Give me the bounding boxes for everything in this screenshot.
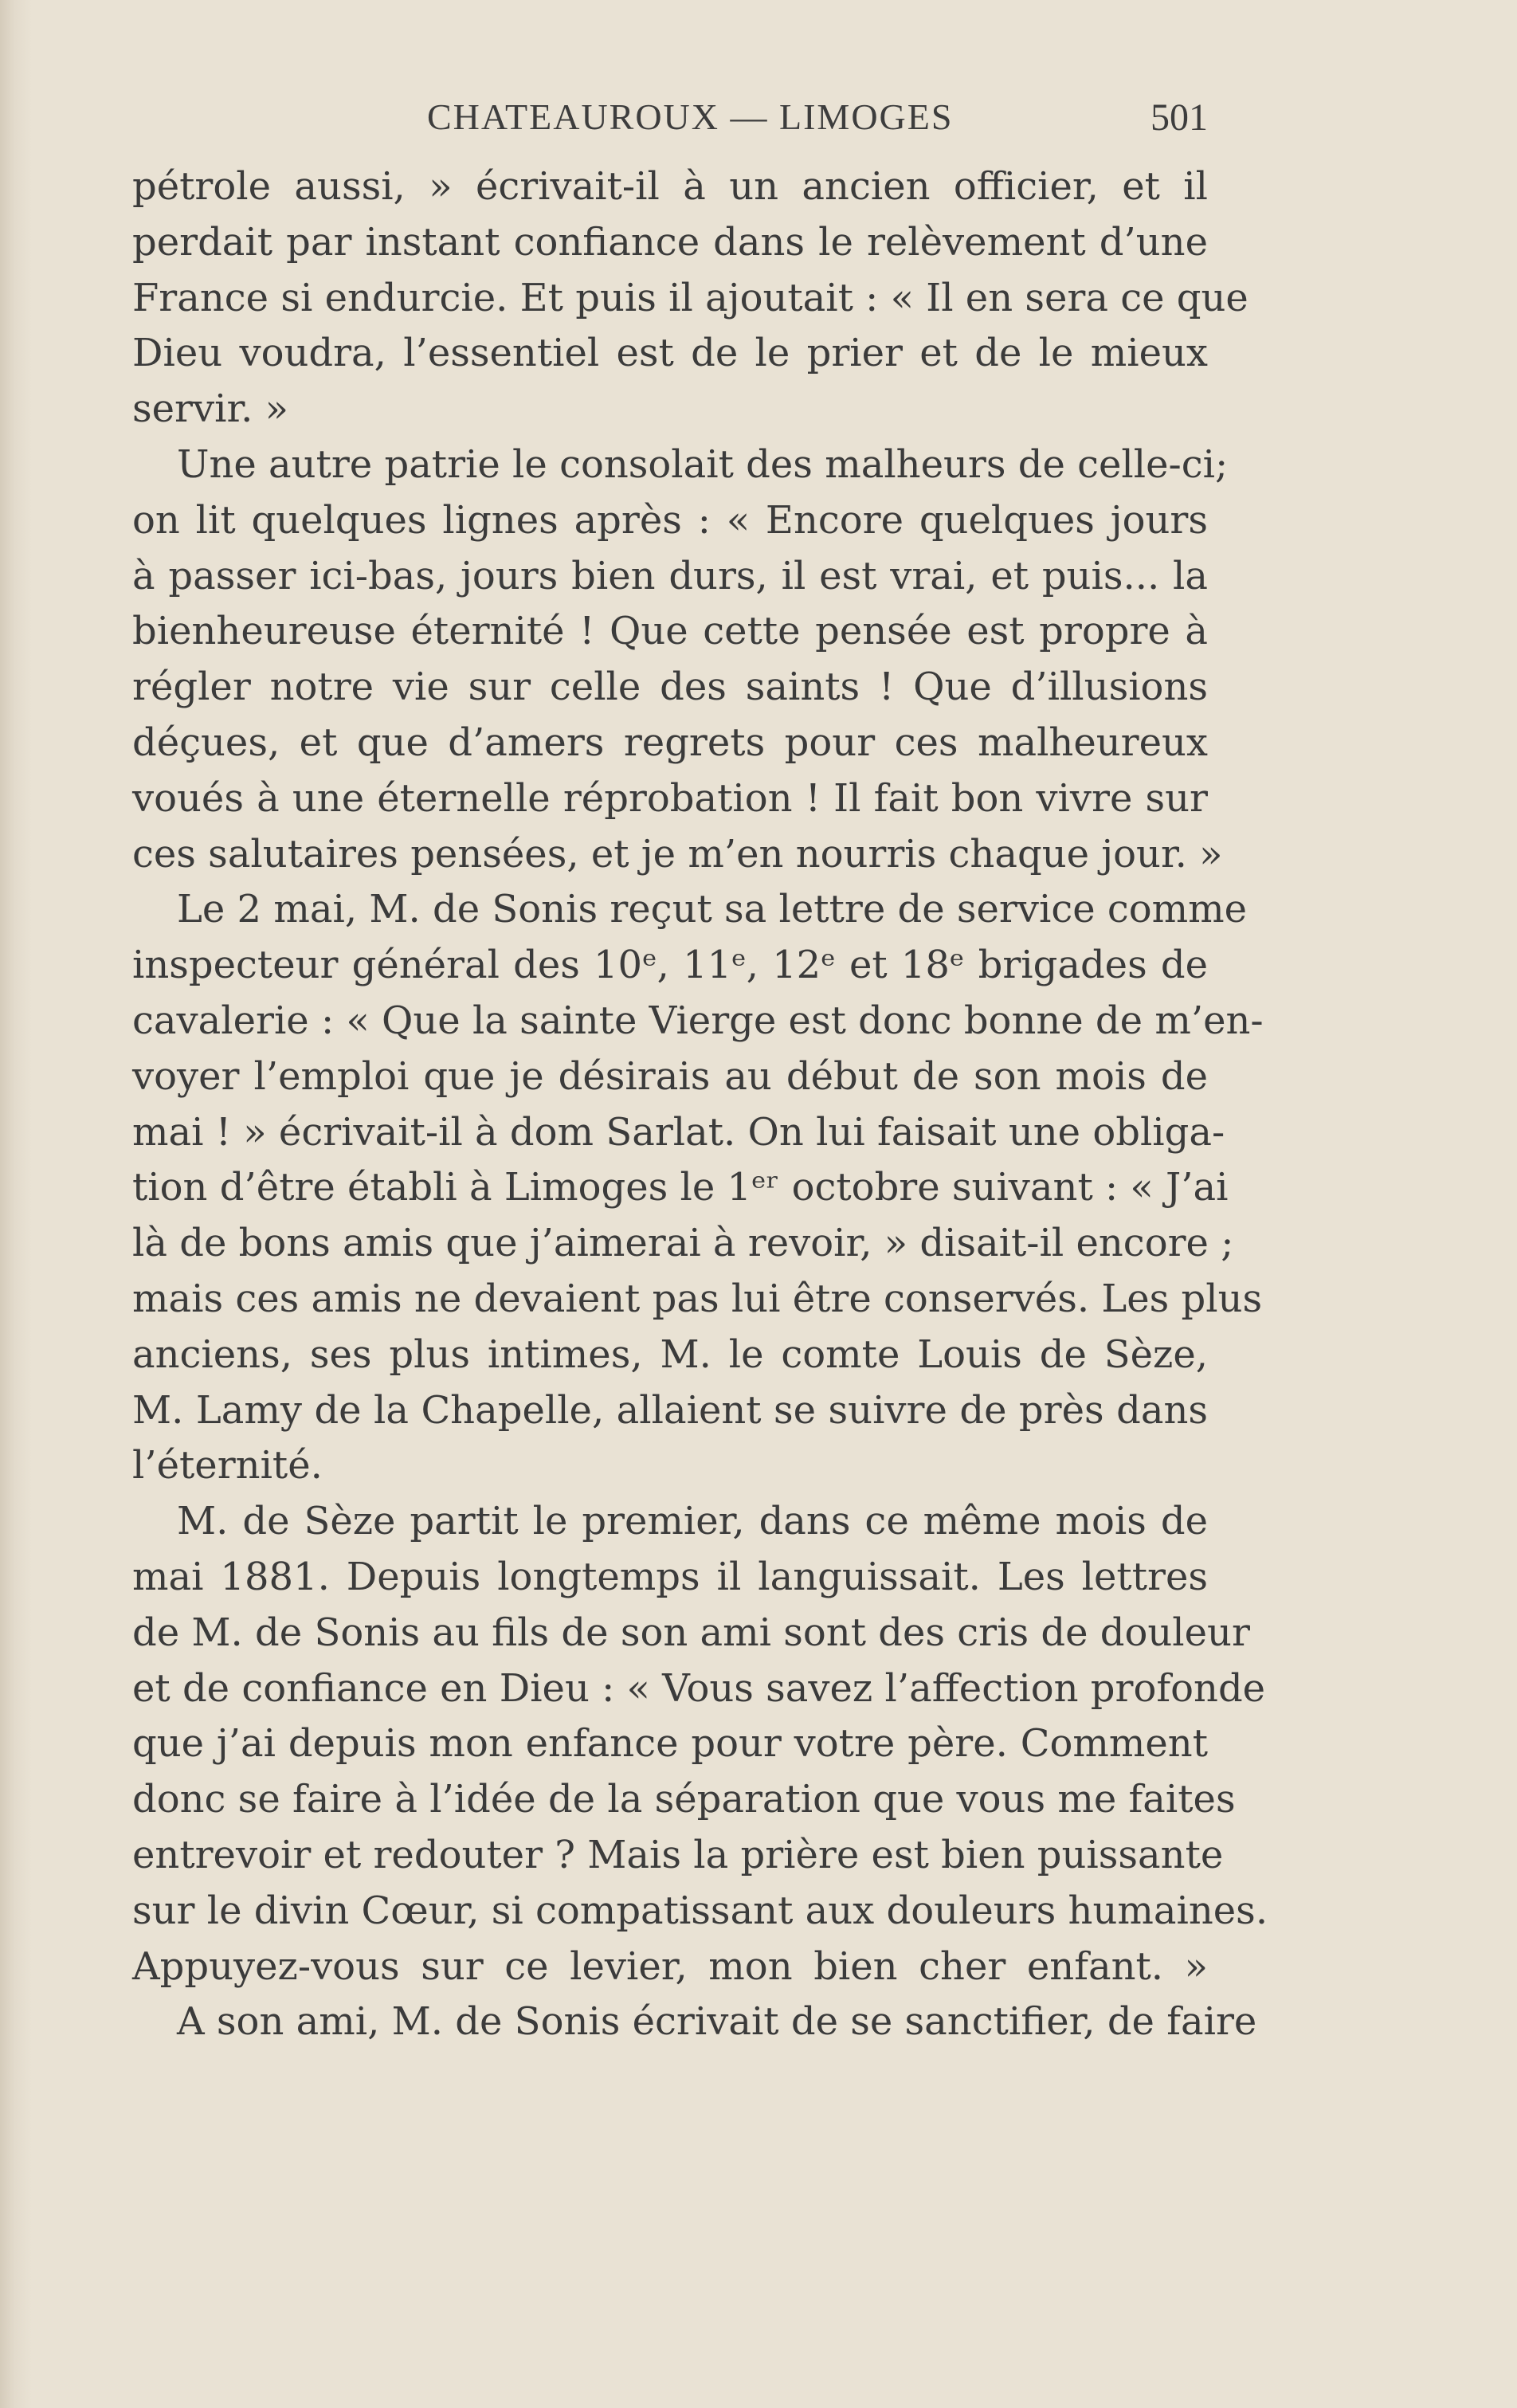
- text-line: mai ! » écrivait-il à dom Sarlat. On lui faisait une obliga-: [132, 1109, 1225, 1155]
- text-line: France si endurcie. Et puis il ajoutait : « Il en sera ce que: [132, 275, 1248, 320]
- text-line: servir. »: [132, 386, 289, 432]
- text-line: Une autre patrie le consolait des malheurs de celle-ci;: [177, 441, 1229, 487]
- text-line: mai 1881. Depuis longtemps il languissait. Les lettres: [132, 1554, 1208, 1599]
- text-line: que j’ai depuis mon enfance pour votre père. Comment: [132, 1721, 1208, 1767]
- text-line: on lit quelques lignes après : « Encore quelques jours: [132, 497, 1208, 543]
- text-line: M. Lamy de la Chapelle, allaient se suivre de près dans: [132, 1387, 1208, 1433]
- text-line: Dieu voudra, l’essentiel est de le prier et de le mieux: [132, 331, 1208, 376]
- text-line: voyer l’emploi que je désirais au début de son mois de: [132, 1053, 1208, 1099]
- text-line: anciens, ses plus intimes, M. le comte Louis de Sèze,: [132, 1331, 1208, 1377]
- text-line: à passer ici-bas, jours bien durs, il est vrai, et puis... la: [132, 553, 1208, 598]
- body-text: [132, 159, 1268, 2050]
- text-line: de M. de Sonis au fils de son ami sont des cris de douleur: [132, 1610, 1250, 1655]
- text-line: régler notre vie sur celle des saints ! Que d’illusions: [132, 665, 1208, 710]
- text-line: l’éternité.: [132, 1443, 323, 1488]
- text-line: voués à une éternelle réprobation ! Il fait bon vivre sur: [132, 775, 1208, 821]
- text-line: donc se faire à l’idée de la séparation que vous me faites: [132, 1777, 1236, 1822]
- text-line: et de confiance en Dieu : « Vous savez l’affection profonde: [132, 1665, 1266, 1711]
- text-line: M. de Sèze partit le premier, dans ce même mois de: [177, 1499, 1208, 1544]
- text-line: déçues, et que d’amers regrets pour ces malheureux: [132, 720, 1208, 765]
- text-line: mais ces amis ne devaient pas lui être conservés. Les plus: [132, 1276, 1263, 1321]
- text-line: A son ami, M. de Sonis écrivait de se sanctifier, de faire: [177, 1999, 1257, 2045]
- running-title: CHATEAUROUX — LIMOGES: [427, 96, 954, 137]
- text-line: Appuyez-vous sur ce levier, mon bien cher enfant. »: [132, 1943, 1208, 1989]
- text-line: tion d’être établi à Limoges le 1ᵉʳ octobre suivant : « J’ai: [132, 1165, 1229, 1210]
- text-line: bienheureuse éternité ! Que cette pensée est propre à: [132, 609, 1208, 654]
- text-line: ces salutaires pensées, et je m’en nourris chaque jour. »: [132, 831, 1223, 877]
- text-line: inspecteur général des 10ᵉ, 11ᵉ, 12ᵉ et 18ᵉ brigades de: [132, 943, 1208, 988]
- page-number: 501: [1150, 96, 1208, 139]
- text-line: sur le divin Cœur, si compatissant aux douleurs humaines.: [132, 1888, 1268, 1933]
- text-line: cavalerie : « Que la sainte Vierge est donc bonne de m’en-: [132, 998, 1264, 1043]
- text-line: Le 2 mai, M. de Sonis reçut sa lettre de service comme: [177, 887, 1248, 932]
- page-header: [132, 96, 1208, 143]
- text-line: là de bons amis que j’aimerai à revoir, » disait-il encore ;: [132, 1221, 1234, 1266]
- text-line: perdait par instant confiance dans le relèvement d’une: [132, 219, 1208, 265]
- text-line: entrevoir et redouter ? Mais la prière est bien puissante: [132, 1832, 1224, 1877]
- text-line: pétrole aussi, » écrivait-il à un ancien officier, et il: [132, 164, 1208, 209]
